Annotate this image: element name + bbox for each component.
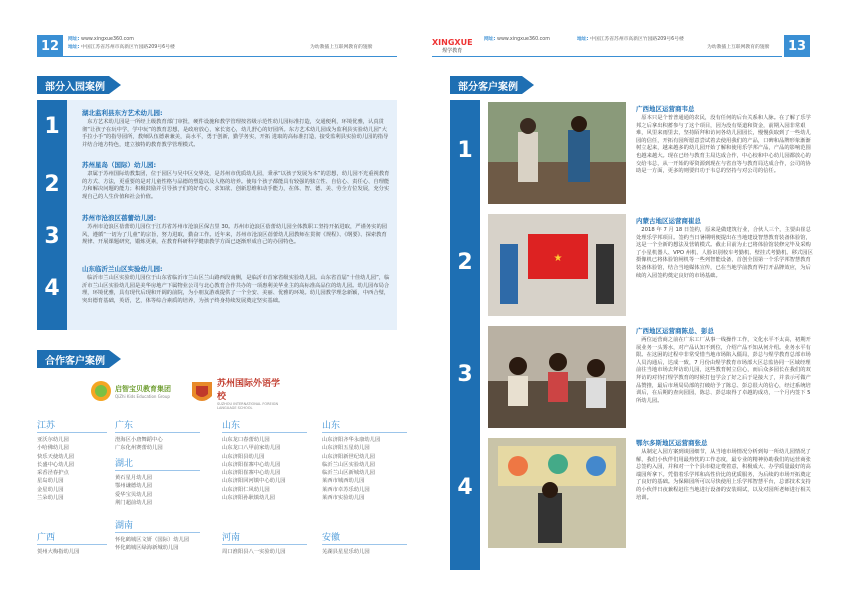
page-number: 13 <box>784 35 810 57</box>
case-text: 原本只是个普普通通的农民，没有任何的后台关系和人脉。在了解了乐学邦之后拿出积蓄参与了这个项目，因为没有渠道和资金，前期入园非常艰难，风里来雨里去，坚持陌拜和访问各幼儿园园长，慢慢获取到了一些幼儿园的信任，开拓有园所愿意尝试着去使用我们的产品，口碑和品牌形象渐渐树立起来，越来越多的幼儿园开始了解和使用乐学邦产品，产品的影响范围也越来越大。现在已经与教育主局达成合作，中心校和中心幼儿园都放心的交给韦总，从一开始的零资源到现在与省直等与教育局达成合作，公司的协助是一方面，更多的则要归功于韦总的坚持与对公司的信任。 <box>636 115 811 175</box>
partner-logo-sifls <box>190 376 287 410</box>
address-label: 地址: <box>68 45 80 50</box>
case-item <box>636 216 814 280</box>
list-item: 莱西市卓苏乐幼儿园 <box>322 486 370 493</box>
province-name: 湖南 <box>115 518 200 533</box>
case-photo <box>488 214 626 316</box>
province-name: 山东 <box>322 418 407 433</box>
header-info <box>68 36 134 44</box>
case-title: 湖北监利县东方艺术幼儿园: <box>82 109 163 117</box>
logo2-name: 苏州国际外语学校 <box>217 379 281 402</box>
logo1-sub: QiZhi Kids Education Group <box>115 393 170 399</box>
list-item: 采香泾春护点 <box>37 470 69 477</box>
case-title: 广西地区运营商韦总 <box>636 105 695 113</box>
province-hubei <box>115 456 200 507</box>
address-value: 中国江苏省苏州市高新区竹园路209号6号楼 <box>81 45 175 50</box>
list-item: 临沂兰山区实验幼儿园 <box>322 461 375 468</box>
list-item: 小哈佛幼儿园 <box>37 445 69 452</box>
logo-text: XINGXUE <box>432 38 473 47</box>
case-photo <box>488 326 626 428</box>
address-value: 中国江苏省苏州市高新区竹园路209号6号楼 <box>590 37 684 42</box>
province-shandong-1 <box>222 418 307 502</box>
header-address <box>68 44 175 52</box>
case-number: 3 <box>457 362 473 387</box>
case-number: 1 <box>44 114 60 139</box>
list-item: 广东化州赛蕾幼儿园 <box>115 445 163 452</box>
province-name: 山东 <box>222 418 307 433</box>
list-item: 山东济阳孙耿镇幼儿园 <box>222 495 275 502</box>
section-title-customer-cases: 部分客户案例 <box>450 76 522 94</box>
province-name: 河南 <box>222 530 307 545</box>
list-item: 周口淮阳县八一实验幼儿园 <box>222 549 286 555</box>
logo-sub: 煋学教育 <box>442 48 463 54</box>
case-text: 从制定入园方案到谈园细节，从当地市场情况分析到每一所幼儿园情况了解，我们小伙伴们用最热忱的工作态度，最专业的精神协助我们的运营商张总签约入园，并和对一个个县市稳定费着意，积极成大、办学质量最好的高端园所拿下。凭借着乐学邦和高性价比的优质服务，为后续的市场开拓奠定了良好的基础。为保障园所可以尽快使用上乐学邦智慧平台，总部技术支持的小伙伴日夜兼程赶往当地进行设备的安装调试，以及对园所老师进行相关培训。 <box>636 449 811 501</box>
svg-text:★: ★ <box>553 253 563 264</box>
list-item: 山东济阳县幼儿园 <box>222 453 265 460</box>
province-name: 广东 <box>115 418 200 433</box>
case-number: 3 <box>44 224 60 249</box>
province-name: 安徽 <box>322 530 407 545</box>
page-number: 12 <box>37 35 63 57</box>
list-item: 山东济阳仁风幼儿园 <box>222 486 270 493</box>
case-title: 苏州市沧浪区蓓蕾幼儿园: <box>82 214 157 222</box>
qizhi-logo-icon <box>90 380 112 402</box>
case-number: 4 <box>44 276 60 301</box>
case-text: 东方艺术幼儿园是一所经上级教育部门审批，硬件设施和教学管理按省级示范性幼儿园标准打造，交通便利，环境优雅，认真贯彻“让孩子在玩中学，学中玩”的教育思想，是政府放心，家长宽心，幼儿舒心的好园所。东方艺术幼儿园成为监利县实验幼儿园“大手拉小手”的指导园所，教师队伍德素兼美，高水平，勇于创新，勤学务实，开拓 进取的高标准打造，接受监利县实验幼儿园的指导并结合地方特色，建立独特的教育教学管理模式。 <box>82 119 389 148</box>
header-slogan: 为幼教插上互联网教育的翅膀 <box>310 45 373 50</box>
list-item: 贺州大梅指幼儿园 <box>37 549 80 555</box>
case-title: 内蒙古地区运营商崔总 <box>636 217 701 225</box>
website-label: 网址: <box>484 37 496 42</box>
case-text: 苏州市沧浪区蓓蕾幼儿园位于江苏省苏州市沧浪区保吉里 30。苏州市沧浪区蓓蕾幼儿园全体教职工坚持开拓进取，严谨务实的园风，遵循“一切为了儿童”的宗旨，努力进取，勤奋工作。近年来，苏州市沧浪区蓓蕾幼儿园教师在贯彻《规程》、《纲要》、探索教育规律、开展课题研究，锻炼更素，在教育科研科学健康教学方面已逐渐形成自己的办园特色。 <box>82 224 388 246</box>
case-photo <box>488 102 626 204</box>
list-item: 山东济阳崔寨中心幼儿园 <box>222 461 281 468</box>
left-page <box>0 0 421 600</box>
section-title-cases: 部分入园案例 <box>37 76 109 94</box>
province-anhui <box>322 530 407 556</box>
case-text: 临沂市兰山区实验幼儿园位于山东省临沂市兰山区兰山路西段南侧，是临沂市首家省级实验幼儿园。山东省首届“十佳幼儿园”，临沂市兰山区实验幼儿园是美华房地产下属物业公司与北心教育合作共办的一项惠利美华业主的高标准高品位的幼儿园。幼儿园布局合理，环境优雅，具有现代后现和开阔的前院，为小朋友游戏提供了一个全安、美丽、优雅的环境。幼儿园教学理念新颖，中西合璧，突出德育基础，英语，艺，体等综合素质的培养，为孩子终身持续发展奠定坚实基础。 <box>82 275 390 304</box>
list-item: 山东济阳齐华永康幼儿园 <box>322 437 381 443</box>
province-shandong-2 <box>322 418 407 502</box>
list-item: 山东济阳五星幼儿园 <box>322 445 370 452</box>
case-item <box>82 108 390 149</box>
case-text: 隶属于苏州国际幼教集团，位于园区与吴中区交界处，是苏州市优质幼儿园，秉承“以孩子发展为本”的思想，幼儿园不光重视教育的方式、方法，更重要的是对儿童性格与品德的塑造以及人格的培养。使每个孩子都能具有较强的独立性、自信心、责任心、自理能力和解决问题的能力；积极鼓励并引导孩子们的好奇心、求知欲、创新思维和动手能力，在体、智、德、美、劳全方位发展，充分实现自己的人生价值和社会价值。 <box>82 171 390 200</box>
case-number: 2 <box>457 250 473 275</box>
list-item: 临沂兰山区新城幼儿园 <box>322 470 375 477</box>
list-item: 兰朵幼儿园 <box>37 495 64 502</box>
list-item: 荆门超前幼儿园 <box>115 499 153 506</box>
case-item <box>82 160 390 201</box>
case-title: 山东临沂兰山区实验幼儿园: <box>82 265 163 273</box>
case-text: 2018 年 7 月 18 日签约，原来是做建筑行业，合伙人三个，主要由崔总处理乐学邦项目。签约当日暑期明便提出在当地建设智慧教育装备体验馆，这是一个全新的想法及营销模式。截止目前为止已将体验馆装修完毕及采购了小星机器人、VPO 州机、人脸识别校车考勤机、壁挂式考勤机、移式园区摄像机已将体验馆闸机等一些列智能设备，首创全国第一个乐学邦智慧教育装备体验馆，结合当地媒体宣传，已在当地学前教育界打开品牌效应，为后续的入园签约奠定良好的市场基础。 <box>636 227 813 279</box>
case-item <box>82 213 390 247</box>
list-item: 怀化鹤城区绿海新城幼儿园 <box>115 545 179 552</box>
website-value: www.xingxue360.com <box>497 37 550 42</box>
list-item: 山东龙口八甲前家幼儿园 <box>222 445 281 452</box>
address-label: 地址: <box>577 37 589 42</box>
province-name: 湖北 <box>115 456 200 471</box>
header-slogan: 为幼教插上互联网教育的翅膀 <box>707 45 770 50</box>
list-item: 山东济阳新世纪幼儿园 <box>322 453 375 460</box>
province-guangdong <box>115 418 200 453</box>
list-item: 长盛中心幼儿园 <box>37 461 75 468</box>
header-address <box>577 36 684 44</box>
list-item: 金星幼儿园 <box>37 486 64 493</box>
list-item: 山东济阳崔寨中心幼儿园 <box>222 470 281 477</box>
case-number: 4 <box>457 475 473 500</box>
list-item: 亚沃尔幼儿园 <box>37 437 69 443</box>
province-name: 广西 <box>37 530 107 545</box>
header-info <box>484 36 550 44</box>
province-jiangsu <box>37 418 107 502</box>
case-number: 2 <box>44 172 60 197</box>
sifls-logo-icon <box>190 380 214 406</box>
section-title-partners: 合作客户案例 <box>37 350 109 368</box>
list-item: 怀化鹤城区文妍（国际）幼儿园 <box>115 537 190 543</box>
case-number: 1 <box>457 138 473 163</box>
list-item: 莱西市实验幼儿园 <box>322 495 365 502</box>
list-item: 澄海区小唐舞蹈中心 <box>115 437 163 443</box>
case-item <box>636 104 814 176</box>
list-item: 快乐天使幼儿园 <box>37 453 75 460</box>
list-item: 山东龙口春蕾幼儿园 <box>222 437 270 443</box>
list-item: 星岛幼儿园 <box>37 478 64 485</box>
case-item <box>636 326 814 405</box>
partner-logo-qizhi <box>90 380 171 402</box>
logo1-name: 启智宝贝教育集团 <box>115 384 171 393</box>
list-item: 黄石星月幼儿园 <box>115 475 153 481</box>
case-text: 两位运营商之前在广东工厂从事一线操作工作，文化水平不太高，初期开展业务一头雾水，对产品认知不到位，介绍产品不知从何介绍。业务水平有限。在这困的过程中非常受惜当地市场陷入僵局，彭总与煋学教育总部市场人员沟通后，达成一致，7 月份由煋学教育市场部大区总监协同一区域经理前往当地市场去拜访幼儿园，这些教育树立信心，而后众多园长在我们的双拜访的对待打煋学教育的时候打包学会了好之后于是接大了，并表示可做产品赞推，最后市场局局部的打破给予了陈总、彭总很大的信心，经过系统培训后，在后期的查向园园，陈总、彭总取得了卓越的成功，一个月内签下 5 所幼儿园。 <box>636 337 811 404</box>
case-title: 鄂尔多斯地区运营商张总 <box>636 439 708 447</box>
number-column <box>37 100 67 330</box>
list-item: 山东济阳回河镇中心幼儿园 <box>222 478 286 485</box>
list-item: 鄂州谦德幼儿园 <box>115 483 153 490</box>
case-photo <box>488 438 626 548</box>
province-name: 江苏 <box>37 418 107 433</box>
number-column <box>450 100 480 570</box>
list-item: 爱华宝贝幼儿园 <box>115 491 153 498</box>
case-title: 广西地区运营商陈总、彭总 <box>636 327 714 335</box>
case-item <box>82 264 390 305</box>
list-item: 莱西市城西幼儿园 <box>322 478 365 485</box>
header-divider <box>37 56 397 57</box>
province-henan <box>222 530 307 556</box>
province-hunan <box>115 518 200 553</box>
logo2-sub: SUZHOU INTERNATIONAL FOREIGN LANGUAGE SCHOOL <box>217 402 279 410</box>
case-title: 苏州星岛（国际）幼儿园: <box>82 161 157 169</box>
header-divider <box>432 56 782 57</box>
list-item: 芜湖县星星乐幼儿园 <box>322 549 370 555</box>
website-label: 网址: <box>68 37 80 42</box>
province-guangxi <box>37 530 107 556</box>
brand-logo <box>432 38 473 54</box>
right-page <box>422 0 843 600</box>
case-item <box>636 438 814 502</box>
website-value: www.xingxue360.com <box>81 37 134 42</box>
